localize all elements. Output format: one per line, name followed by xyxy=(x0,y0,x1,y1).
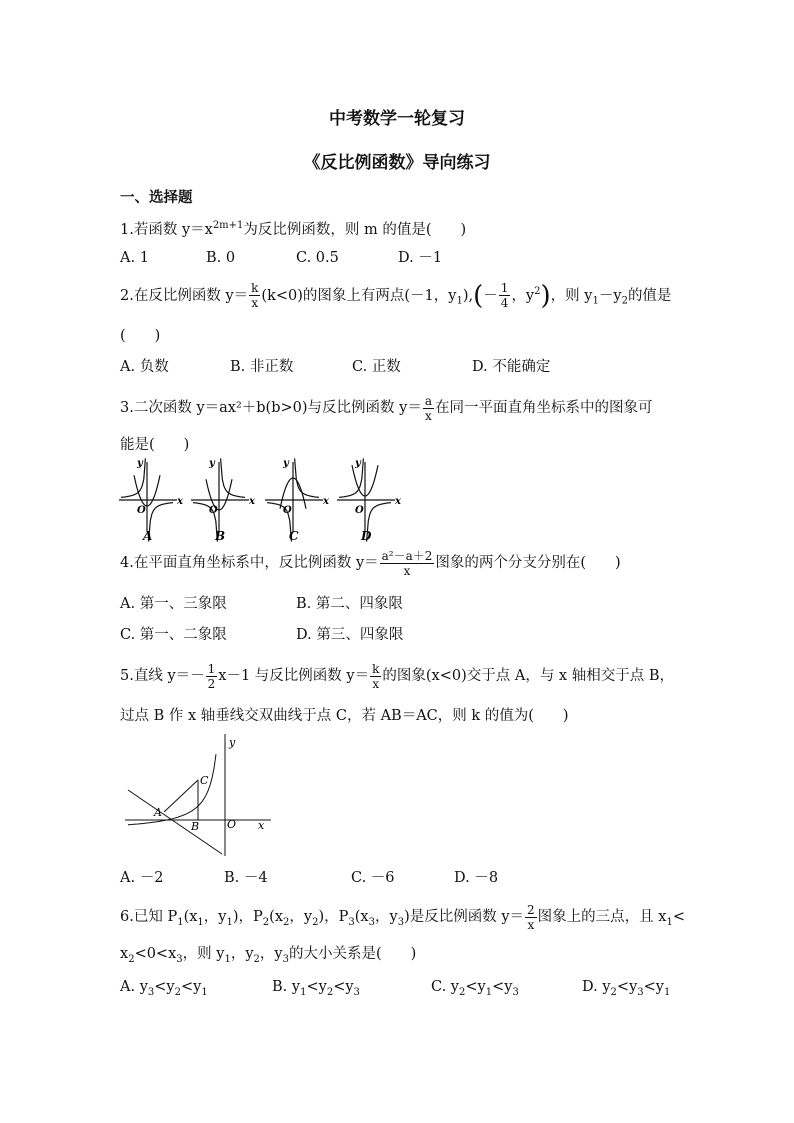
option-d[interactable]: D. 不能确定 xyxy=(472,359,551,375)
question-2-options xyxy=(120,358,720,376)
axis-label-x: x xyxy=(177,496,183,507)
origin-label: O xyxy=(283,505,292,516)
axis-label-y: y xyxy=(209,458,215,469)
axis-label-y: y xyxy=(283,458,289,469)
option-b[interactable]: B. 0 xyxy=(206,250,236,266)
origin-label: O xyxy=(209,505,218,516)
label-x: x xyxy=(258,819,265,832)
option-c[interactable]: C. $y_2<y_1<y_3$ xyxy=(431,979,519,998)
question-2: 2.在反比例函数 y＝ $\frac{k}{x}$ (k<0)的图象上有两点(－1，$y_1),(-$ $\frac{1}{4}$ ，$y^2$)，则 $y_1-y_2$的值是 xyxy=(120,280,672,311)
section-heading: 一、选择题 xyxy=(120,190,193,206)
option-d[interactable]: D. －1 xyxy=(398,250,443,266)
option-a[interactable]: A. $y_3<y_2<y_1$ xyxy=(120,979,208,998)
question-4-options-row2 xyxy=(120,626,720,644)
graph-label-b: B xyxy=(215,529,226,543)
question-5: 5.直线 y＝－ $\frac{1}{2}$ x－1 与反比例函数 y＝ $\frac{k}{x}$ 的图象(x<0)交于点 A，与 x 轴相交于点 B， xyxy=(120,661,674,691)
axis-label-x: x xyxy=(323,496,329,507)
question-6-options xyxy=(120,978,720,998)
axis-label-y: y xyxy=(137,458,143,469)
option-a[interactable]: A. 第一、三象限 xyxy=(120,596,227,612)
origin-label: O xyxy=(355,505,364,516)
option-b[interactable]: B. 非正数 xyxy=(230,359,294,375)
question-4-options-row1 xyxy=(120,595,720,613)
axis-label-x: x xyxy=(249,496,255,507)
segment-ac xyxy=(164,780,198,812)
option-a[interactable]: A. 负数 xyxy=(120,359,169,375)
option-a[interactable]: A. －2 xyxy=(120,870,164,886)
origin-label: O xyxy=(137,505,146,516)
option-d[interactable]: D. $y_2<y_3<y_1$ xyxy=(582,979,671,998)
option-b[interactable]: B. －4 xyxy=(224,870,268,886)
option-c[interactable]: C. －6 xyxy=(351,870,395,886)
axis-label-y: y xyxy=(355,458,361,469)
question-3-graphs xyxy=(115,456,415,544)
label-y: y xyxy=(229,736,236,749)
question-3: 3.二次函数 y＝ax²＋b(b>0)与反比例函数 y＝ $\frac{a}{x}$ 在同一平面直角坐标系中的图象可 xyxy=(120,393,653,423)
fraction-k-over-x: $\frac{k}{x}$ xyxy=(251,281,259,311)
page-title: 中考数学一轮复习 xyxy=(329,109,465,129)
option-c[interactable]: C. 0.5 xyxy=(296,250,339,266)
question-3-line2: 能是( ) xyxy=(120,437,190,453)
page-subtitle: 《反比例函数》导向练习 xyxy=(303,153,491,173)
label-a: A xyxy=(154,806,162,819)
question-6: 6.已知 $P_1(x_1$，$y_1$)，$P_2(x_2$，$y_2$)，$P_3(x_3$，$y_3$)是反比例函数 y＝ $\frac{2}{x}$ 图象上的三点，且 $x_1<$ xyxy=(120,902,685,932)
graph-label-d: D xyxy=(361,529,372,543)
question-4: 4.在平面直角坐标系中，反比例函数 y＝ $\frac{\text{a²－a＋2}}{x}$ 图象的两个分支分别在( ) xyxy=(120,548,621,578)
axis-label-x: x xyxy=(395,496,401,507)
question-1: 1.若函数 $y=x^{2m+1}$为反比例函数，则 m 的值是( ) xyxy=(120,220,467,238)
line-l xyxy=(128,790,222,854)
option-c[interactable]: C. 第一、二象限 xyxy=(120,627,227,643)
question-5-line2: 过点 B 作 x 轴垂线交双曲线于点 C，若 AB＝AC，则 k 的值为( ) xyxy=(120,708,569,724)
graph-label-a: A xyxy=(143,529,153,543)
label-b: B xyxy=(191,820,200,833)
question-1-options xyxy=(120,249,720,267)
label-c: C xyxy=(200,774,209,787)
option-d[interactable]: D. －8 xyxy=(454,870,499,886)
label-o: O xyxy=(227,818,237,831)
option-d[interactable]: D. 第三、四象限 xyxy=(296,627,404,643)
question-5-figure xyxy=(118,728,278,863)
question-5-options xyxy=(120,869,720,887)
option-b[interactable]: B. $y_1<y_2<y_3$ xyxy=(272,979,360,998)
question-2-line2: ( ) xyxy=(120,328,161,344)
graph-label-c: C xyxy=(289,529,299,543)
question-6-line2: $x_2<0<x_3$，则 $y_1$，$y_2$，$y_3$的大小关系是( ) xyxy=(120,946,417,965)
option-a[interactable]: A. 1 xyxy=(120,250,149,266)
option-b[interactable]: B. 第二、四象限 xyxy=(296,596,403,612)
option-c[interactable]: C. 正数 xyxy=(352,359,401,375)
hyperbola-branch xyxy=(128,754,216,825)
